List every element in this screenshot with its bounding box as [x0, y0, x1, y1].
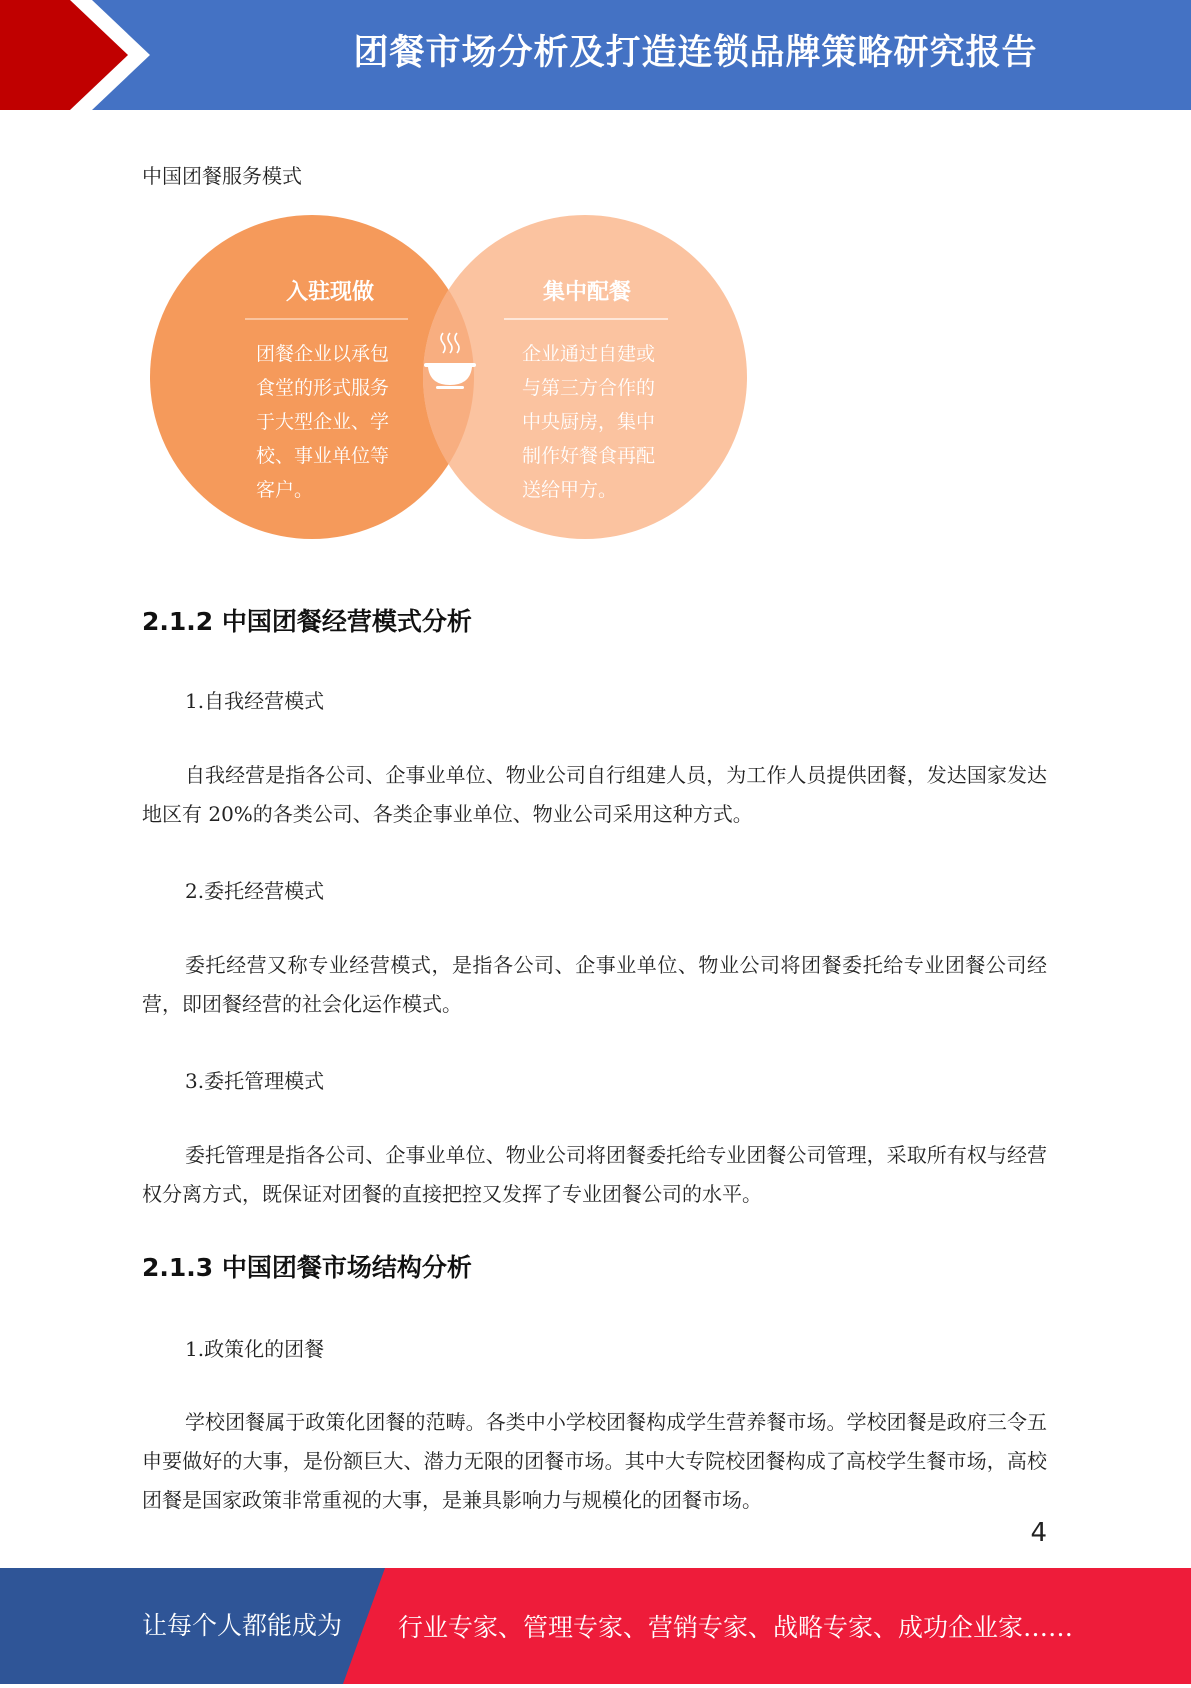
- left-circle-line-4: 校、事业单位等: [256, 445, 390, 467]
- subheading-policy-catering: 1.政策化的团餐: [185, 1337, 325, 1361]
- right-circle-line-3: 中央厨房，集中: [522, 411, 656, 433]
- subheading-entrusted-management: 3.委托管理模式: [185, 1069, 325, 1093]
- section-heading-2-1-2: 2.1.2 中国团餐经营模式分析: [142, 607, 472, 636]
- header-arrow-graphic: [0, 0, 160, 110]
- figure-caption: 中国团餐服务模式: [142, 164, 302, 188]
- service-mode-venn-diagram: [150, 215, 750, 545]
- page-footer: [0, 1568, 1191, 1684]
- left-circle-line-2: 食堂的形式服务: [256, 377, 390, 399]
- right-circle-line-1: 企业通过自建或: [522, 343, 656, 365]
- subheading-self-operation: 1.自我经营模式: [185, 689, 325, 713]
- footer-slogan-right: 行业专家、管理专家、营销专家、战略专家、成功企业家……: [398, 1613, 1074, 1642]
- page-header: [0, 0, 1191, 110]
- paragraph-entrusted-management: 委托管理是指各公司、企事业单位、物业公司将团餐委托给专业团餐公司管理，采取所有权与经营权分离方式，既保证对团餐的直接把控又发挥了专业团餐公司的水平。: [142, 1143, 1047, 1206]
- paragraph-entrusted-operation: 委托经营又称专业经营模式，是指各公司、企事业单位、物业公司将团餐委托给专业团餐公司经营，即团餐经营的社会化运作模式。: [142, 953, 1047, 1016]
- paragraph-self-operation: 自我经营是指各公司、企事业单位、物业公司自行组建人员，为工作人员提供团餐，发达国家发达地区有 20%的各类公司、各类企事业单位、物业公司采用这种方式。: [142, 763, 1047, 826]
- left-circle-title: 入驻现做: [285, 280, 375, 305]
- subheading-entrusted-operation: 2.委托经营模式: [185, 879, 325, 903]
- page-number: 4: [1030, 1518, 1047, 1548]
- right-circle-title: 集中配餐: [542, 280, 632, 305]
- report-title: 团餐市场分析及打造连锁品牌策略研究报告: [353, 33, 1038, 73]
- left-circle-line-3: 于大型企业、学: [256, 411, 390, 433]
- left-circle-line-5: 客户。: [256, 479, 314, 501]
- paragraph-policy-catering: 学校团餐属于政策化团餐的范畴。各类中小学校团餐构成学生营养餐市场。学校团餐是政府三令五申要做好的大事，是份额巨大、潜力无限的团餐市场。其中大专院校团餐构成了高校学生餐市场，高校团餐是国家政策非常重视的大事，是兼具影响力与规模化的团餐市场。: [142, 1410, 1047, 1512]
- right-circle-line-2: 与第三方合作的: [522, 377, 656, 399]
- left-circle-line-1: 团餐企业以承包: [256, 343, 390, 365]
- footer-slogan-left: 让每个人都能成为: [142, 1611, 343, 1640]
- right-circle-line-4: 制作好餐食再配: [522, 445, 656, 467]
- right-circle-line-5: 送给甲方。: [522, 479, 618, 501]
- section-heading-2-1-3: 2.1.3 中国团餐市场结构分析: [142, 1253, 472, 1282]
